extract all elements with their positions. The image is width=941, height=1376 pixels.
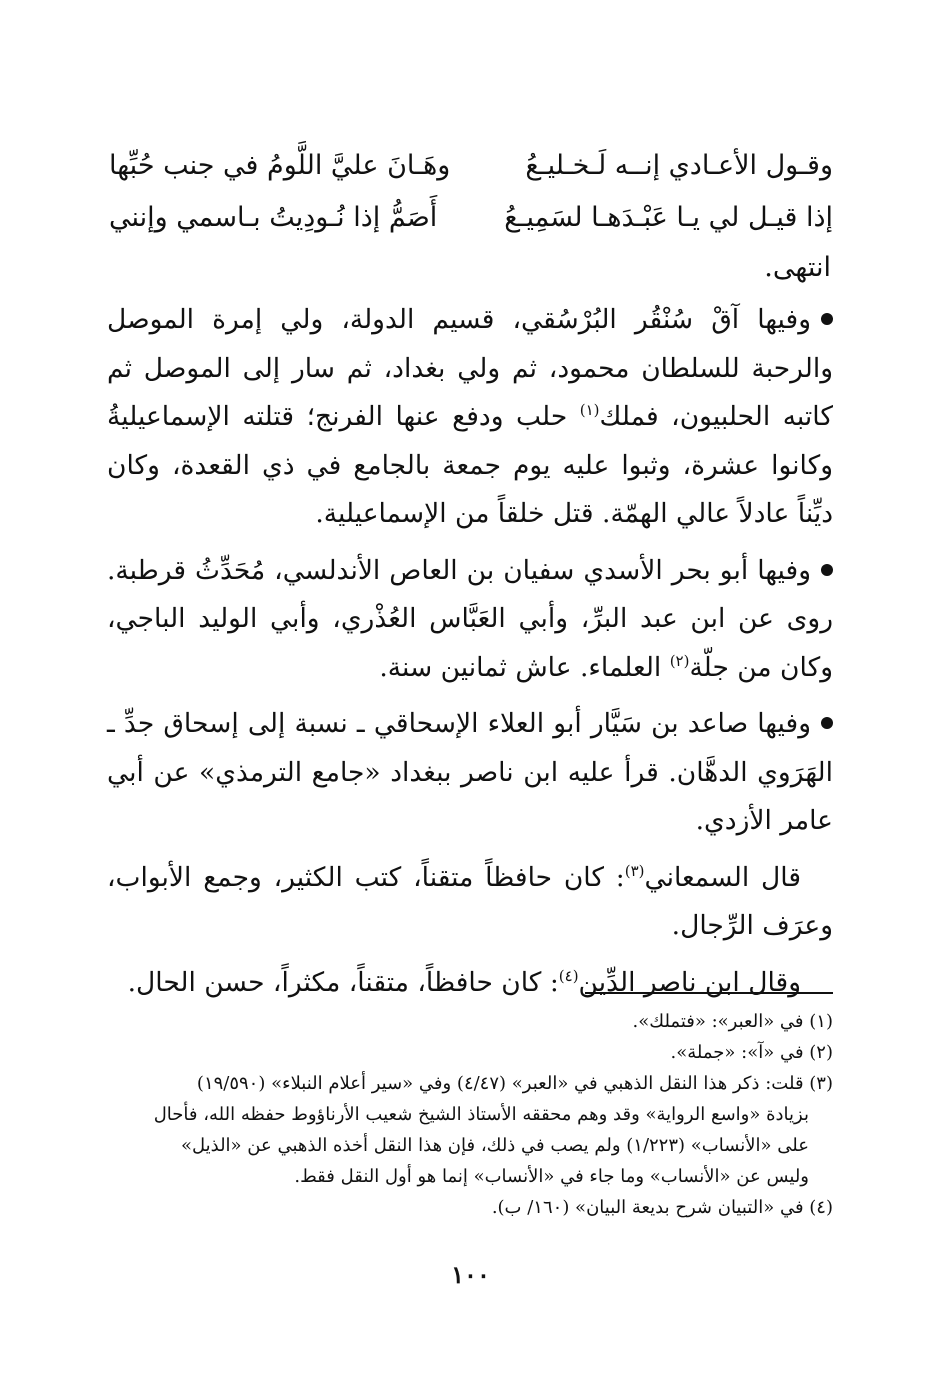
footnote-ref: (٤) (558, 966, 579, 985)
main-text (107, 296, 833, 1007)
paragraph-text: وفيها آقْ سُنْقُر البُرْسُقي، قسيم الدولة، ولي إمرة الموصل والرحبة للسلطان محمود، ثم ولي بغداد، ثم سار إلى الموصل ثم كاتبه الحلبيون، فملك (107, 304, 833, 432)
entry-paragraph (107, 547, 833, 693)
entry-paragraph (107, 296, 833, 539)
poem-line (109, 192, 833, 244)
paragraph-text: : كان حافظاً متقناً، كتب الكثير، وجمع الأبواب، وعرَف الرِّجال. (107, 861, 833, 941)
paragraph-text: العلماء. عاش ثمانين سنة. (379, 651, 670, 683)
poem-hemistich-right: إذا قيـل لي يـا عَبْـدَهـا لسَمِيـعُ (504, 202, 833, 233)
footnote: (٢) في «آ»: «جملة». (670, 1042, 833, 1063)
paragraph-text: قال السمعاني (644, 861, 801, 893)
quote-paragraph (107, 959, 833, 1008)
poem-hemistich-left: وهَـانَ عليَّ اللَّومُ في جنب حُبِّها (109, 150, 451, 181)
poem-hemistich-right: وقـول الأعـادي إنــه لَـخـليـعُ (525, 150, 833, 181)
footnote-continuation: على «الأنساب» (١/٢٢٣) ولم يصب في ذلك، فإن هذا النقل أخذه الذهبي عن «الذيل» (180, 1135, 809, 1156)
footnote: (١) في «العبر»: «فتملك». (632, 1011, 833, 1032)
quote-end-mark: انتهى. (764, 252, 831, 283)
bullet-icon (821, 564, 833, 576)
paragraph-text: وفيها صاعد بن سَيَّار أبو العلاء الإسحاقي ـ نسبة إلى إسحاق جدِّ ـ الهَرَوي الدهَّان. قرأ عليه ابن ناصر ببغداد «جامع الترمذي» عن أبي عامر الأزدي. (107, 708, 833, 836)
footnote-continuation: بزيادة «واسع الرواية» وقد وهم محققه الأستاذ الشيخ شعيب الأرناؤوط حفظه الله، فأحال (153, 1104, 809, 1125)
footnote: (٤) في «التبيان شرح بديعة البيان» (١٦٠/ ب). (491, 1197, 833, 1218)
footnote: (٣) قلت: ذكر هذا النقل الذهبي في «العبر» (٤/٤٧) وفي «سير أعلام النبلاء» (١٩/٥٩٠) (196, 1073, 833, 1094)
bullet-icon (821, 313, 833, 325)
entry-paragraph (107, 700, 833, 846)
footnote-divider (585, 992, 833, 994)
paragraph-text: وقال ابن ناصر الدِّين (578, 966, 801, 998)
poem-line (109, 140, 833, 192)
paragraph-text: : كان حافظاً، متقناً، مكثراً، حسن الحال. (127, 966, 559, 998)
paragraph-text: وفيها أبو بحر الأسدي سفيان بن العاص الأندلسي، مُحَدِّثُ قرطبة. روى عن ابن عبد البرِّ، وأبي العَبَّاس العُذْري، وأبي الوليد الباجي، وكان من جلّة (107, 554, 833, 683)
footnote-ref: (١) (579, 401, 600, 420)
footnote-ref: (٢) (669, 651, 690, 670)
page-number: ١٠٠ (451, 1260, 490, 1289)
footnote-continuation: وليس عن «الأنساب» وما جاء في «الأنساب» إنما هو أول النقل فقط. (294, 1166, 809, 1187)
poem-hemistich-left: أَصَمُّ إذا نُـودِيتُ بـاسمي وإنني (109, 202, 438, 233)
quote-paragraph (107, 854, 833, 951)
bullet-icon (821, 717, 833, 729)
paragraph-text: حلب ودفع عنها الفرنج؛ قتلته الإسماعيليةُ وكانوا عشرة، وثبوا عليه يوم جمعة بالجامع في ذي القعدة، وكان ديِّناً عادلاً عالي الهمّة. قتل خلقاً من الإسماعيلية. (107, 401, 833, 529)
footnote-ref: (٣) (624, 861, 645, 880)
poem-verses (109, 140, 833, 244)
footnotes (107, 1006, 833, 1223)
